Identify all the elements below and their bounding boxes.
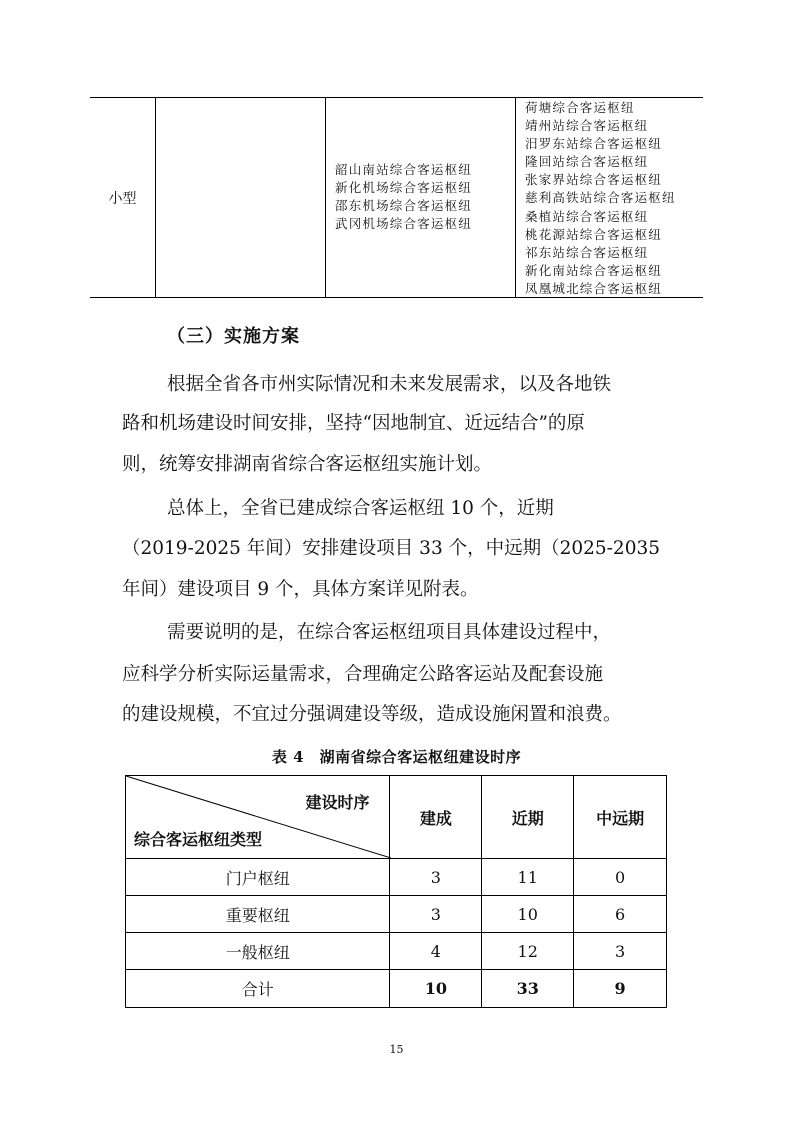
column-header: 近期 (482, 776, 574, 859)
construction-schedule-table (125, 775, 667, 1008)
list-item: 靖州站综合客运枢纽 (525, 118, 649, 134)
total-row (126, 970, 667, 1008)
table-divider (515, 98, 516, 297)
table-cell: 3 (390, 859, 482, 896)
row-label: 重要枢纽 (126, 896, 390, 933)
table-caption: 表 4 湖南省综合客运枢纽建设时序 (271, 748, 522, 766)
row-label: 合计 (126, 970, 390, 1008)
table-cell: 10 (482, 896, 574, 933)
list-item: 慈利高铁站综合客运枢纽 (525, 190, 676, 206)
table-cell: 3 (390, 896, 482, 933)
table-cell: 12 (482, 933, 574, 970)
paragraph-line: 则，统筹安排湖南省综合客运枢纽实施计划。 (122, 454, 493, 475)
paragraph-line: 年间）建设项目 9 个，具体方案详见附表。 (122, 579, 479, 600)
paragraph-line: （2019-2025 年间）安排建设项目 33 个，中远期（2025-2035 (122, 538, 661, 559)
list-item: 武冈机场综合客运枢纽 (335, 216, 473, 232)
paragraph-line: 根据全省各市州实际情况和未来发展需求，以及各地铁 (167, 374, 612, 395)
total-cell: 9 (574, 970, 667, 1008)
paragraph-line: 路和机场建设时间安排，坚持“因地制宜、近远结合”的原 (122, 413, 585, 434)
list-item: 桑植站综合客运枢纽 (525, 208, 649, 224)
table-divider (325, 98, 326, 297)
paragraph-line: 的建设规模，不宜过分强调建设等级，造成设施闲置和浪费。 (122, 704, 622, 725)
row-label: 门户枢纽 (126, 859, 390, 896)
page-number: 15 (389, 1043, 404, 1056)
section-heading: （三）实施方案 (167, 326, 300, 347)
paragraph-line: 需要说明的是，在综合客运枢纽项目具体建设过程中， (167, 622, 612, 643)
hub-list-table (90, 97, 703, 298)
table-cell: 6 (574, 896, 667, 933)
table-cell: 4 (390, 933, 482, 970)
total-cell: 33 (482, 970, 574, 1008)
column-header: 中远期 (574, 776, 667, 859)
list-item: 祁东站综合客运枢纽 (525, 244, 649, 260)
list-item: 邵东机场综合客运枢纽 (335, 198, 473, 214)
column-header: 建成 (390, 776, 482, 859)
list-item: 汨罗东站综合客运枢纽 (525, 136, 663, 152)
row-label: 小型 (108, 190, 137, 207)
table-row (126, 896, 667, 933)
table-cell: 11 (482, 859, 574, 896)
table-cell: 3 (574, 933, 667, 970)
table-row (126, 933, 667, 970)
table-cell: 0 (574, 859, 667, 896)
list-item: 韶山南站综合客运枢纽 (335, 162, 473, 177)
list-item: 桃花源站综合客运枢纽 (525, 226, 663, 242)
middle-hub-list (335, 161, 472, 233)
paragraph-line: 总体上，全省已建成综合客运枢纽 10 个，近期 (167, 498, 554, 519)
table-divider (155, 98, 156, 297)
list-item: 新化机场综合客运枢纽 (335, 180, 473, 196)
list-item: 新化南站综合客运枢纽 (525, 262, 663, 278)
paragraph-line: 应科学分析实际运量需求，合理确定公路客运站及配套设施 (122, 664, 604, 685)
table-corner-header (126, 776, 390, 859)
list-item: 荷塘综合客运枢纽 (525, 100, 635, 115)
column-axis-label: 建设时序 (305, 793, 370, 812)
table-row (126, 859, 667, 896)
row-label: 一般枢纽 (126, 933, 390, 970)
list-item: 隆回站综合客运枢纽 (525, 154, 649, 170)
list-item: 张家界站综合客运枢纽 (525, 172, 663, 188)
row-axis-label: 综合客运枢纽类型 (134, 830, 263, 849)
total-cell: 10 (390, 970, 482, 1008)
list-item: 凤凰城北综合客运枢纽 (525, 280, 663, 296)
right-hub-list (525, 99, 676, 298)
